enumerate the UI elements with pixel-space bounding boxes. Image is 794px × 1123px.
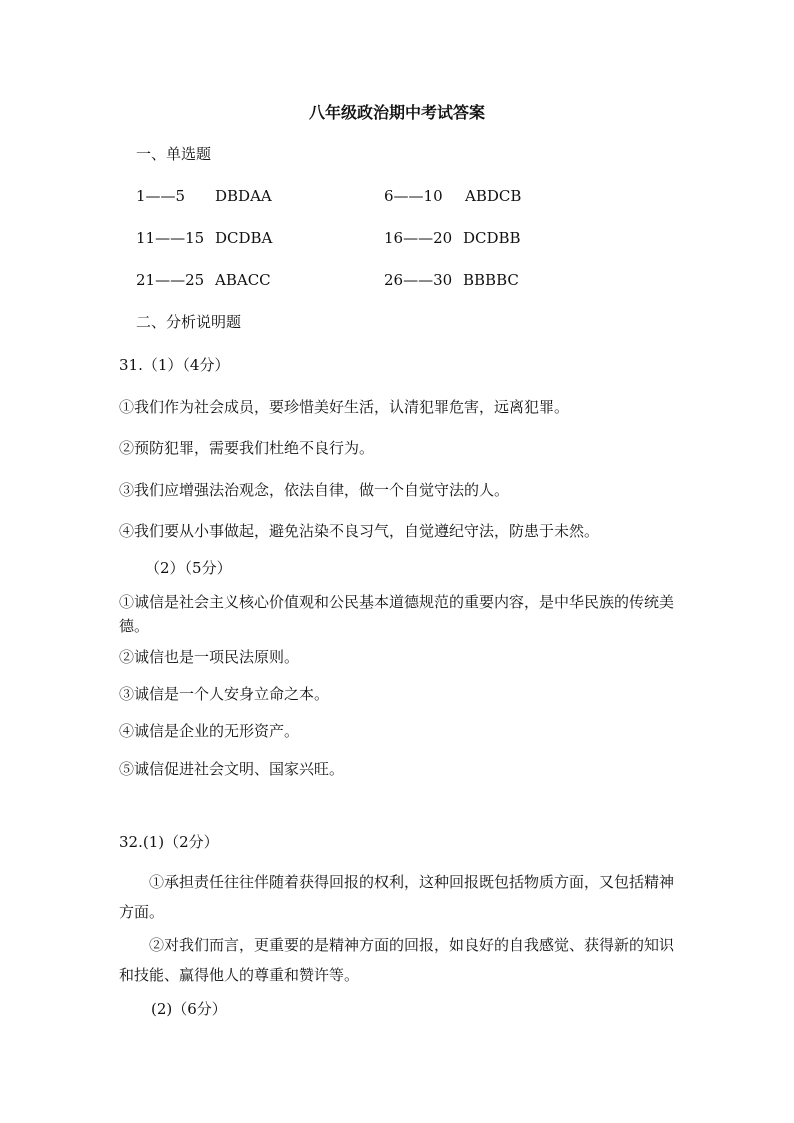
answer-item: ①我们作为社会成员，要珍惜美好生活，认清犯罪危害，远离犯罪。 bbox=[119, 398, 570, 416]
question-32-part2-label: (2)（6分） bbox=[151, 1000, 227, 1018]
question-31-part2-label: （2）（5分） bbox=[145, 559, 232, 577]
answer-item: ④我们要从小事做起，避免沾染不良习气，自觉遵纪守法，防患于未然。 bbox=[119, 522, 600, 540]
answer-key: DCDBB bbox=[463, 229, 521, 247]
answer-item: ②诚信也是一项民法原则。 bbox=[119, 648, 300, 666]
answer-range: 26——30 bbox=[384, 271, 453, 289]
answer-item: ①承担责任往往伴随着获得回报的权利，这种回报既包括物质方面，又包括精神方面。 bbox=[119, 873, 675, 921]
section-heading-analysis: 二、分析说明题 bbox=[136, 313, 242, 331]
question-32-part1-label: 32.(1)（2分） bbox=[119, 833, 219, 851]
answer-key: BBBBC bbox=[463, 271, 519, 289]
answer-range: 6——10 bbox=[384, 187, 443, 205]
answer-range: 1——5 bbox=[136, 187, 186, 205]
section-heading-single-choice: 一、单选题 bbox=[136, 145, 212, 163]
answer-item: ⑤诚信促进社会文明、国家兴旺。 bbox=[119, 760, 345, 778]
answer-item: ③诚信是一个人安身立命之本。 bbox=[119, 685, 330, 703]
answer-key: DBDAA bbox=[215, 187, 272, 205]
answer-range: 21——25 bbox=[136, 271, 205, 289]
page-title: 八年级政治期中考试答案 bbox=[308, 103, 485, 122]
answer-item: ③我们应增强法治观念，依法自律，做一个自觉守法的人。 bbox=[119, 481, 510, 499]
answer-range: 16——20 bbox=[384, 229, 453, 247]
answer-key: ABACC bbox=[215, 271, 271, 289]
answer-item: ④诚信是企业的无形资产。 bbox=[119, 722, 300, 740]
answer-key: ABDCB bbox=[465, 187, 522, 205]
question-31-part1-label: 31.（1）（4分） bbox=[119, 356, 230, 374]
answer-item: ②预防犯罪，需要我们杜绝不良行为。 bbox=[119, 439, 375, 457]
answer-item: ②对我们而言，更重要的是精神方面的回报，如良好的自我感觉、获得新的知识和技能、赢得他人的尊重和赞许等。 bbox=[119, 936, 675, 984]
answer-item: ①诚信是社会主义核心价值观和公民基本道德规范的重要内容，是中华民族的传统美德。 bbox=[119, 593, 675, 635]
answer-range: 11——15 bbox=[136, 229, 205, 247]
answer-key: DCDBA bbox=[215, 229, 273, 247]
